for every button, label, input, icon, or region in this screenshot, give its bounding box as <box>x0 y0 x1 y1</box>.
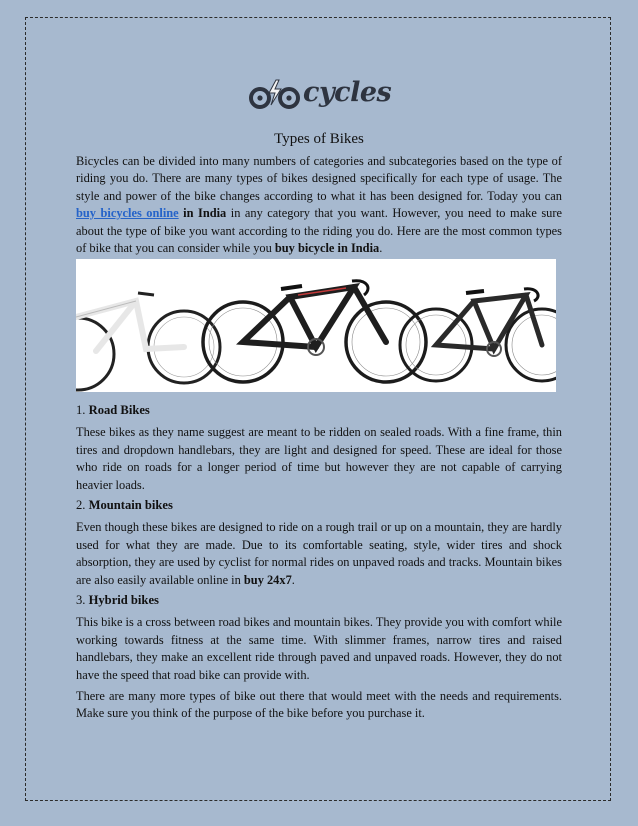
buy-bicycles-online-link[interactable]: buy bicycles online <box>76 206 179 221</box>
closing-paragraph: There are many more types of bike out there that would meet with the needs and requirements. Make sure you think of the purpose of the bike before you purchase it. <box>76 689 562 721</box>
section-heading: 1. Road Bikes <box>76 403 150 417</box>
intro-paragraph: Bicycles can be divided into many numbers of categories and subcategories based on the type of riding you do. There are many types of bikes designed specifically for each type of usage. The style and power of the bike changes according to what it has been designed for. Today you can buy bicycles online in India in any category that you want. However, you need to make sure about the type of bike you want according to the riding you do. Here are the most common types of bike that you can consider while you buy bicycle in India. <box>76 154 562 256</box>
road-bicycles-photo <box>76 259 556 392</box>
section-body: These bikes as they name suggest are meant to be ridden on sealed roads. With a fine frame, thin tires and dropdown handlebars, they are light and designed for speed. These are ideal for those who ride on roads for a longer period of time but however they are not capable of carrying heavier loads. <box>76 425 562 492</box>
section-body: This bike is a cross between road bikes and mountain bikes. They provide you with comfort while working towards fitness at the same time. With slimmer frames, narrow tires and raised handlebars, they make an excellent ride through paved and unpaved roads. However, they do not have the speed that road bike can provide with. <box>76 615 562 682</box>
section-hybrid-bikes <box>76 592 562 684</box>
page-title: Types of Bikes <box>274 131 364 147</box>
section-heading: 2. Mountain bikes <box>76 498 173 512</box>
section-body: Even though these bikes are designed to ride on a rough trail or up on a mountain, they are hardly used for what they are made. Due to its comfortable seating, style, wider tires and shock absorption, they are used by cyclist for normal rides on unpaved roads and tracks. Mountain bikes are also easily available online in buy 24x7. <box>76 520 562 587</box>
section-mountain-bikes <box>76 497 562 589</box>
section-heading: 3. Hybrid bikes <box>76 593 159 607</box>
logo-text: cycles <box>303 77 392 108</box>
section-road-bikes <box>76 402 562 494</box>
